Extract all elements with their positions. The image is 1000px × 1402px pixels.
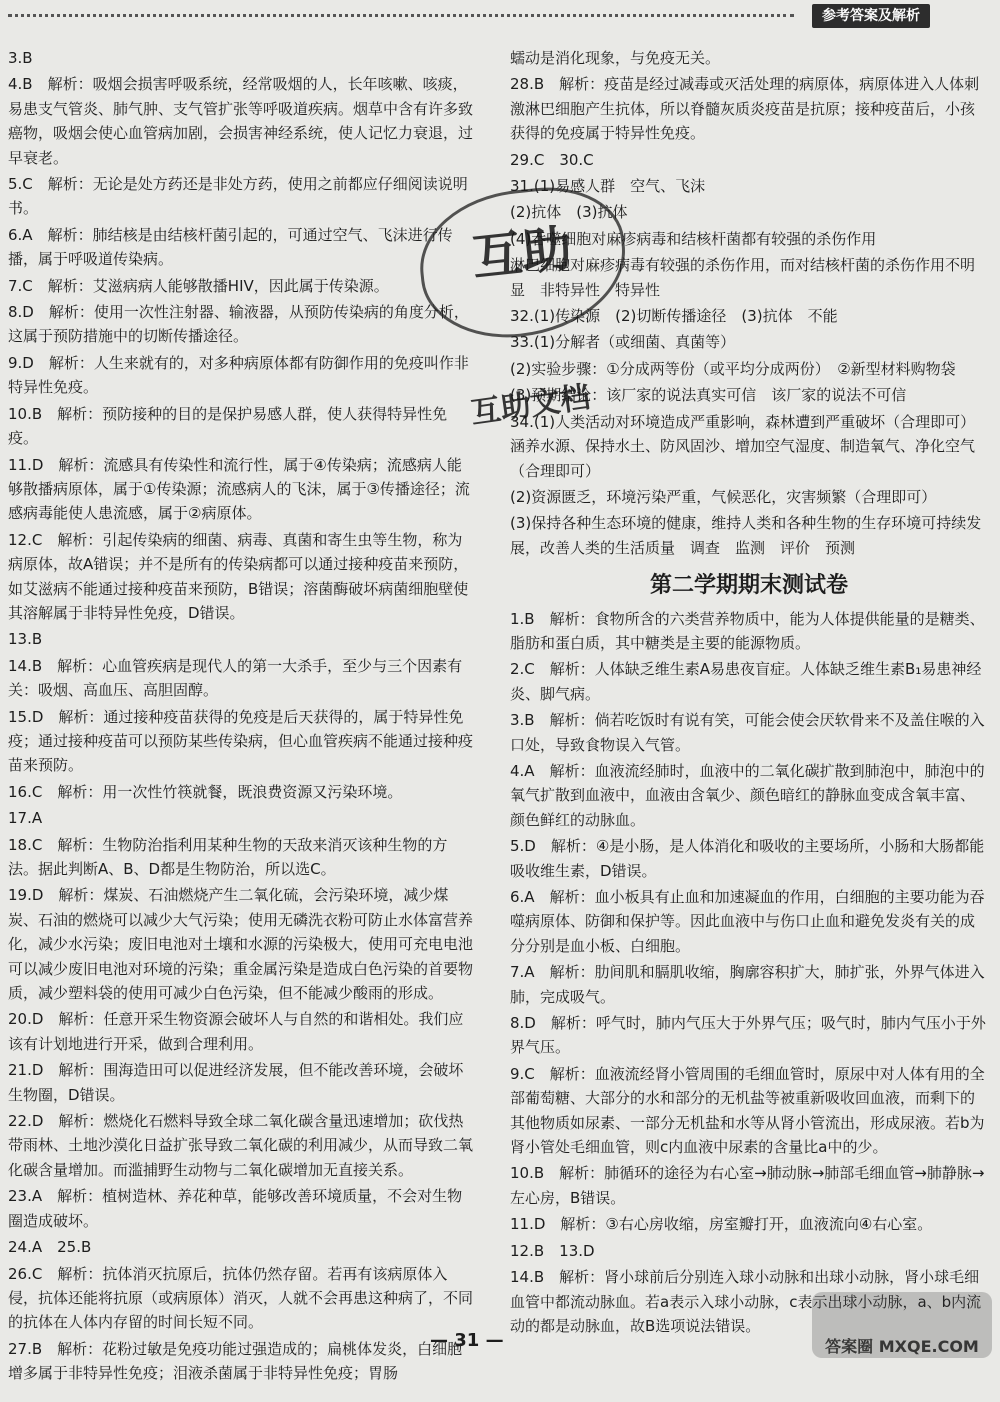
answer-item: 17.A: [8, 809, 43, 828]
answer-item: 3.B: [8, 49, 33, 67]
header-tab: 参考答案及解析: [812, 4, 930, 28]
answer-item: 24.A 25.B: [8, 1238, 92, 1257]
header-dotted-rule: [8, 14, 794, 17]
answer-item: 11.D 解析：流感具有传染性和流行性，属于④传染病；流感病人能够散播病原体，属于①传染源；流感病人的飞沫，属于③传播途径；流感病毒能使人患流感，属于②病原体。: [8, 455, 470, 523]
corner-logo: 答案圈 MXQE.COM: [812, 1292, 992, 1358]
answer-item: (4)吞噬细胞对麻疹病毒和结核杆菌都有较强的杀伤作用: [510, 229, 877, 248]
answer-item: 4.A 解析：血液流经肺时，血液中的二氧化碳扩散到肺泡中，肺泡中的氧气扩散到血液中，血液由含氧少、颜色暗红的静脉血变成含氧丰富、颜色鲜红的动脉血。: [510, 761, 985, 829]
answer-item: (2)实验步骤：①分成两等份（或平均分成两份） ②新型材料购物袋: [510, 359, 956, 378]
answer-item: 9.C 解析：血液流经肾小管周围的毛细血管时，原尿中对人体有用的全部葡萄糖、大部分的水和部分的无机盐等被重新吸收回血液，而剩下的其他物质如尿素、一部分无机盐和水等从肾小管流出，形成尿液。若b为肾小管处毛细血管，则c内血液中尿素的含量比a中的少。: [510, 1064, 985, 1157]
answer-item: 6.A 解析：血小板具有止血和加速凝血的作用，白细胞的主要功能为吞噬病原体、防御和保护等。因此血液中与伤口止血和避免发炎有关的成分分别是血小板、白细胞。: [510, 888, 985, 955]
answer-item: 5.C 解析：无论是处方药还是非处方药，使用之前都应仔细阅读说明书。: [8, 175, 468, 218]
answer-item: 9.D 解析：人生来就有的，对多种病原体都有防御作用的免疫叫作非特异性免疫。: [8, 353, 469, 397]
answer-item: (2)抗体 (3)抗体: [510, 203, 628, 222]
answer-item: 6.A 解析：肺结核是由结核杆菌引起的，可通过空气、飞沫进行传播，属于呼吸道传染病。: [8, 225, 453, 269]
left-column: [8, 46, 476, 1388]
answer-item: 27.B 解析：花粉过敏是免疫功能过强造成的；扁桃体发炎，白细胞增多属于非特异性免疫；泪液杀菌属于非特异性免疫；胃肠: [8, 1339, 463, 1383]
answer-item: 15.D 解析：通过接种疫苗获得的免疫是后天获得的，属于特异性免疫；通过接种疫苗可以预防某些传染病，但心血管疾病不能通过接种疫苗来预防。: [8, 707, 474, 775]
watermark-stamp: 互助: [413, 180, 633, 347]
answer-item: 26.C 解析：抗体消灭抗原后，抗体仍然存留。若再有该病原体入侵，抗体还能将抗原（或病原体）消灭，人就不会再患这种病了，不同的抗体在人体内存留的时间长短不同。: [8, 1264, 474, 1332]
watermark-text: 互助文档: [468, 379, 593, 432]
answer-item: 7.A 解析：肋间肌和膈肌收缩，胸廓容积扩大，肺扩张，外界气体进入肺，完成吸气。: [510, 963, 985, 1006]
answer-item: 4.B 解析：吸烟会损害呼吸系统，经常吸烟的人，长年咳嗽、咳痰，易患支气管炎、肺气肿、支气管扩张等呼吸道疾病。烟草中含有许多致癌物，吸烟会使心血管病加剧，会损害神经系统，使人记忆力衰退，过早衰老。: [8, 75, 474, 167]
answer-item: 28.B 解析：疫苗是经过减毒或灭活处理的病原体，病原体进入人体刺激淋巴细胞产生抗体，所以脊髓灰质炎疫苗是抗原；接种疫苗后，小孩获得的免疫属于特异性免疫。: [510, 75, 980, 143]
answer-item: 8.D 解析：使用一次性注射器、输液器，从预防传染病的角度分析，这属于预防措施中的切断传播途径。: [8, 303, 469, 346]
answer-item: 32.(1)传染源 (2)切断传播途径 (3)抗体 不能: [510, 307, 838, 326]
answer-item: (3)保持各种生态环境的健康，维持人类和各种生物的生存环境可持续发展，改善人类的生活质量 调查 监测 评价 预测: [510, 514, 982, 557]
answer-item: 16.C 解析：用一次性竹筷就餐，既浪费资源又污染环境。: [8, 782, 403, 801]
answer-item: 34.(1)人类活动对环境造成严重影响，森林遭到严重破坏（合理即可） 涵养水源、保持水土、防风固沙、增加空气湿度、制造氧气、净化空气（合理即可）: [510, 412, 983, 480]
answer-item: 31.(1)易感人群 空气、飞沫: [510, 177, 706, 196]
answer-item: 12.C 解析：引起传染病的细菌、病毒、真菌和寄生虫等生物，称为病原体，故A错误；并不是所有的传染病都可以通过接种疫苗来预防，如艾滋病不能通过接种疫苗来预防，B错误；溶菌酶破坏病菌细胞壁使其溶解属于非特异性免疫，D错误。: [8, 530, 469, 622]
answer-item: 11.D 解析：③右心房收缩，房室瓣打开，血液流向④右心室。: [510, 1215, 933, 1234]
answer-item: 10.B 解析：肺循环的途径为右心室→肺动脉→肺部毛细血管→肺静脉→左心房，B错误。: [510, 1164, 985, 1207]
answer-item: 23.A 解析：植树造林、养花种草，能够改善环境质量，不会对生物圈造成破坏。: [8, 1187, 463, 1230]
answer-item: 3.B 解析：倘若吃饭时有说有笑，可能会使会厌软骨来不及盖住喉的入口处，导致食物误入气管。: [510, 711, 985, 754]
answer-item: 20.D 解析：任意开采生物资源会破坏人与自然的和谐相处。我们应该有计划地进行开采，做到合理利用。: [8, 1010, 464, 1053]
answer-item: 13.B: [8, 630, 43, 649]
answer-item: 14.B 解析：肾小球前后分别连入球小动脉和出球小动脉，肾小球毛细血管中都流动脉血。若a表示入球小动脉，c表示出球小动脉，a、b内流动的都是动脉血，故B选项说法错误。: [510, 1268, 982, 1335]
answer-item: (3)预期结论：该厂家的说法真实可信 该厂家的说法不可信: [510, 386, 907, 405]
answer-item: 8.D 解析：呼气时，肺内气压大于外界气压；吸气时，肺内气压小于外界气压。: [510, 1014, 986, 1057]
answer-item: 18.C 解析：生物防治指利用某种生物的天敌来消灭该种生物的方法。据此判断A、B、D都是生物防治，所以选C。: [8, 835, 448, 878]
answer-item: 12.B 13.D: [510, 1241, 595, 1260]
answer-item: 1.B 解析：食物所含的六类营养物质中，能为人体提供能量的是糖类、脂肪和蛋白质，其中糖类是主要的能源物质。: [510, 609, 985, 652]
answer-item: 10.B 解析：预防接种的目的是保护易感人群，使人获得特异性免疫。: [8, 404, 448, 448]
answer-item: 21.D 解析：围海造田可以促进经济发展，但不能改善环境，会破坏生物圈，D错误。: [8, 1061, 464, 1104]
answer-item: 5.D 解析：④是小肠，是人体消化和吸收的主要场所，小肠和大肠都能吸收维生素，D错误。: [510, 837, 985, 880]
section-title: 第二学期期末测试卷: [649, 573, 848, 599]
answer-item: 29.C 30.C: [510, 150, 594, 169]
answer-item: 19.D 解析：煤炭、石油燃烧产生二氧化硫，会污染环境，减少煤炭、石油的燃烧可以减少大气污染；使用无磷洗衣粉可防止水体富营养化，减少水污染；废旧电池对土壤和水源的污染极大，使用可充电电池可以减少废旧电池对环境的污染；重金属污染是造成白色污染的首要物质，减少塑料袋的使用可减少白色污染，但不能减少酸雨的形成。: [8, 886, 474, 1003]
answer-item: 14.B 解析：心血管疾病是现代人的第一大杀手，至少与三个因素有关：吸烟、高血压、高胆固醇。: [8, 656, 463, 700]
answer-item: 2.C 解析：人体缺乏维生素A易患夜盲症。人体缺乏维生素B₁易患神经炎、脚气病。: [510, 660, 982, 703]
answer-item: 7.C 解析：艾滋病病人能够散播HIV，因此属于传染源。: [8, 276, 389, 295]
answer-item: 淋巴细胞对麻疹病毒有较强的杀伤作用，而对结核杆菌的杀伤作用不明显 非特异性 特异性: [510, 256, 976, 299]
answer-item: (2)资源匮乏，环境污染严重，气候恶化，灾害频繁（合理即可）: [510, 487, 937, 506]
answer-item: 蠕动是消化现象，与免疫无关。: [510, 49, 721, 67]
page-number: — 31 —: [430, 1330, 504, 1351]
answer-item: 22.D 解析：燃烧化石燃料导致全球二氧化碳含量迅速增加；砍伐热带雨林、土地沙漠化日益扩张导致二氧化碳的利用减少，从而导致二氧化碳含量增加。而滥捕野生动物与二氧化碳增加无直接关系。: [8, 1112, 474, 1179]
answer-item: 33.(1)分解者（或细菌、真菌等）: [510, 333, 736, 352]
